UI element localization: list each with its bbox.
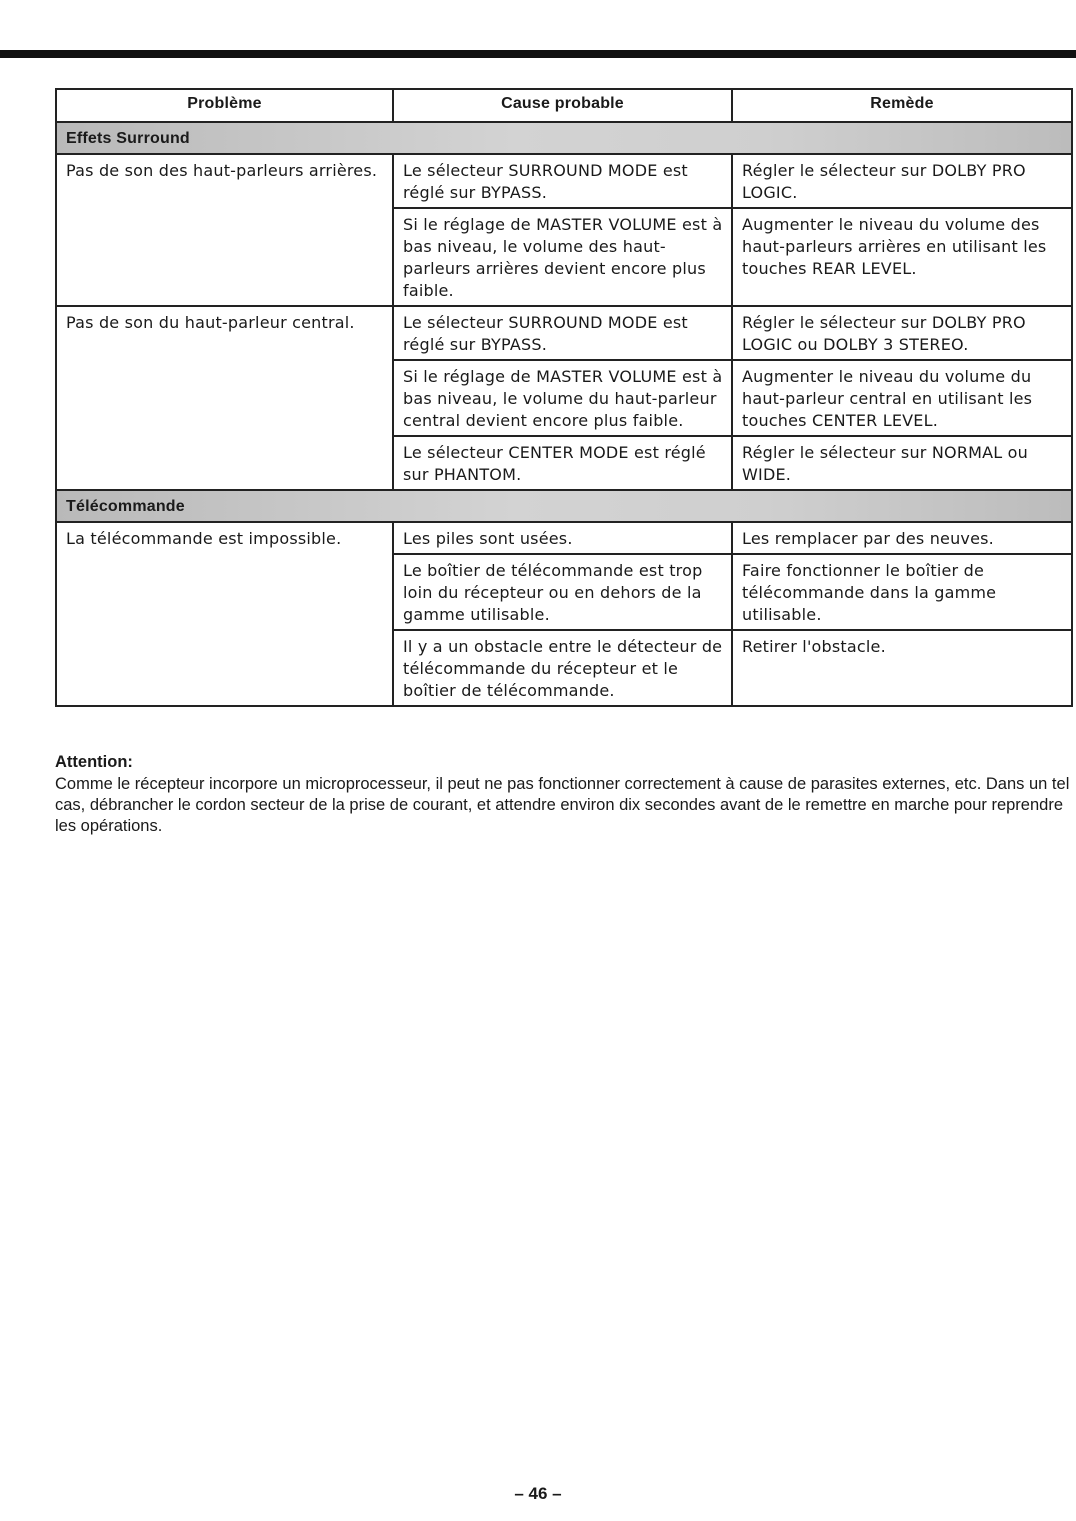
- remedy-cell: Augmenter le niveau du volume du haut-parleur central en utilisant les touches CENTER LEVEL.: [732, 360, 1072, 436]
- cause-cell: Les piles sont usées.: [393, 522, 732, 554]
- header-problem: Problème: [56, 89, 393, 122]
- header-remedy: Remède: [732, 89, 1072, 122]
- table-row: [56, 154, 1072, 208]
- attention-title: Attention:: [55, 753, 133, 771]
- section-title: Télécommande: [56, 490, 1072, 522]
- remedy-cell: Les remplacer par des neuves.: [732, 522, 1072, 554]
- cause-cell: Le sélecteur SURROUND MODE est réglé sur BYPASS.: [393, 306, 732, 360]
- top-rule: [0, 50, 1076, 58]
- table-header-row: [56, 89, 1072, 122]
- remedy-cell: Régler le sélecteur sur NORMAL ou WIDE.: [732, 436, 1072, 490]
- header-cause: Cause probable: [393, 89, 732, 122]
- table-row: [56, 306, 1072, 360]
- cause-cell: Il y a un obstacle entre le détecteur de télécommande du récepteur et le boîtier de télécommande.: [393, 630, 732, 706]
- attention-text: Comme le récepteur incorpore un microprocesseur, il peut ne pas fonctionner correctement à cause de parasites externes, etc. Dans un tel cas, débrancher le cordon secteur de la prise de courant, et attendre environ dix secondes avant de le remettre en marche pour reprendre les opérations.: [55, 775, 1070, 835]
- cause-cell: Si le réglage de MASTER VOLUME est à bas niveau, le volume du haut-parleur central devient encore plus faible.: [393, 360, 732, 436]
- problem-cell: Pas de son du haut-parleur central.: [56, 306, 393, 490]
- cause-cell: Le sélecteur SURROUND MODE est réglé sur BYPASS.: [393, 154, 732, 208]
- cause-cell: Le boîtier de télécommande est trop loin du récepteur ou en dehors de la gamme utilisable.: [393, 554, 732, 630]
- problem-cell: La télécommande est impossible.: [56, 522, 393, 706]
- cause-cell: Le sélecteur CENTER MODE est réglé sur PHANTOM.: [393, 436, 732, 490]
- section-title: Effets Surround: [56, 122, 1072, 154]
- problem-cell: Pas de son des haut-parleurs arrières.: [56, 154, 393, 306]
- section-row-surround: [56, 122, 1072, 154]
- remedy-cell: Régler le sélecteur sur DOLBY PRO LOGIC.: [732, 154, 1072, 208]
- remedy-cell: Augmenter le niveau du volume des haut-parleurs arrières en utilisant les touches REAR LEVEL.: [732, 208, 1072, 306]
- table-row: [56, 522, 1072, 554]
- section-row-remote: [56, 490, 1072, 522]
- cause-cell: Si le réglage de MASTER VOLUME est à bas niveau, le volume des haut-parleurs arrières devient encore plus faible.: [393, 208, 732, 306]
- remedy-cell: Retirer l'obstacle.: [732, 630, 1072, 706]
- page-number: – 46 –: [514, 1484, 562, 1503]
- remedy-cell: Faire fonctionner le boîtier de télécommande dans la gamme utilisable.: [732, 554, 1072, 630]
- remedy-cell: Régler le sélecteur sur DOLBY PRO LOGIC ou DOLBY 3 STEREO.: [732, 306, 1072, 360]
- attention-note: [55, 752, 1073, 837]
- troubleshooting-table: [55, 88, 1073, 707]
